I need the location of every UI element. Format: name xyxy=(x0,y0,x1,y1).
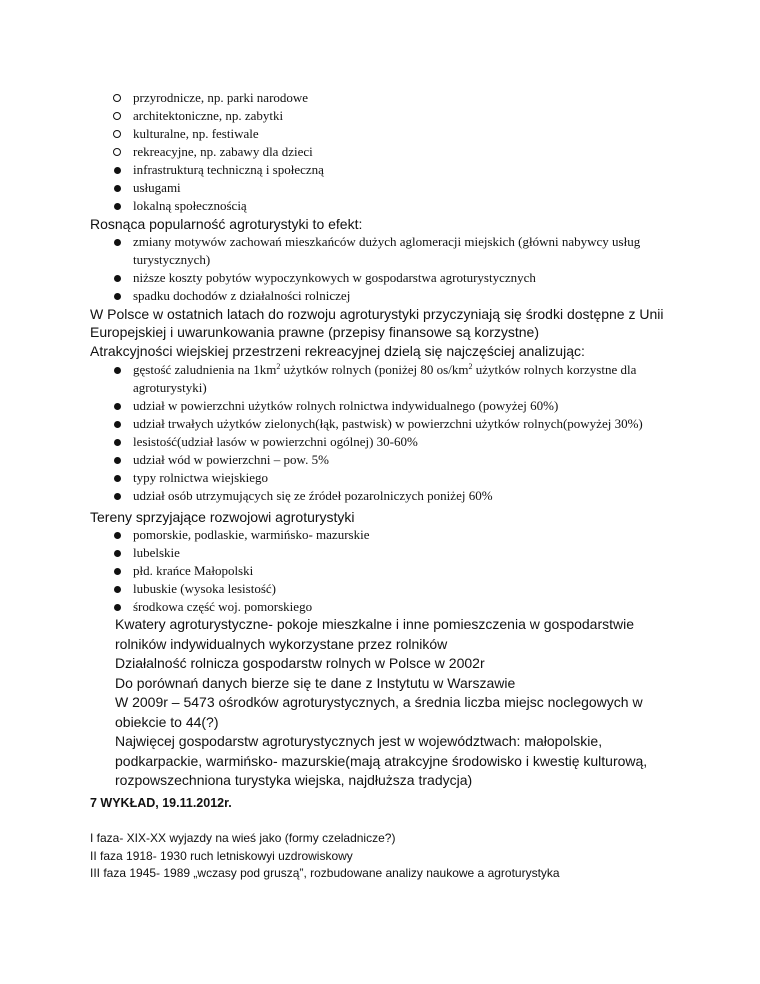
list-attractiveness-criteria xyxy=(133,361,733,505)
block-line: Działalność rolnicza gospodarstw rolnych w Polsce w 2002r xyxy=(115,655,485,671)
bullet-icon xyxy=(114,457,121,464)
hollow-bullet-icon xyxy=(113,130,121,138)
heading-attractiveness: Atrakcyjności wiejskiej przestrzeni rekreacyjnej dzielą się najczęściej analizując: xyxy=(90,343,585,359)
bullet-icon xyxy=(114,421,121,428)
list-item: architektoniczne, np. zabytki xyxy=(133,107,733,125)
block-line: obiekcie to 44(?) xyxy=(115,713,219,730)
list-item: infrastrukturą techniczną i społeczną xyxy=(133,161,733,179)
bullet-icon xyxy=(114,367,121,374)
bullet-icon xyxy=(114,403,121,410)
block-line: Najwięcej gospodarstw agroturystycznych jest w województwach: małopolskie, xyxy=(115,733,603,749)
bullet-icon xyxy=(114,532,121,539)
block-line: rozpowszechniona turystyka wiejska, najdłuższa tradycja) xyxy=(115,772,473,788)
list-item: lokalną społecznością xyxy=(133,197,733,215)
phases-block xyxy=(90,830,560,883)
list-favorable-areas xyxy=(133,526,733,616)
block-line: rolników indywidualnych wykorzystane przez rolników xyxy=(115,635,448,652)
list-item: niższe koszty pobytów wypoczynkowych w gospodarstwa agroturystycznych xyxy=(133,269,733,287)
block-line: W 2009r – 5473 ośrodków agroturystycznych, a średnia liczba miejsc noclegowych w xyxy=(115,694,643,710)
block-line: Kwatery agroturystyczne- pokoje mieszkalne i inne pomieszczenia w gospodarstwie xyxy=(115,616,635,632)
bullet-icon xyxy=(114,203,121,210)
list-item: usługami xyxy=(133,179,733,197)
list-item: zmiany motywów zachowań mieszkańców dużych aglomeracji miejskich (główni nabywcy usług turystycznych) xyxy=(133,233,733,269)
bullet-icon xyxy=(114,439,121,446)
heading-areas: Tereny sprzyjające rozwojowi agroturystyki xyxy=(90,509,355,525)
bullet-icon xyxy=(114,493,121,500)
bullet-icon xyxy=(114,475,121,482)
bullet-icon xyxy=(114,550,121,557)
bullet-icon xyxy=(114,604,121,611)
hollow-bullet-icon xyxy=(113,148,121,156)
list-item: kulturalne, np. festiwale xyxy=(133,125,733,143)
bullet-icon xyxy=(114,239,121,246)
bullet-icon xyxy=(114,568,121,575)
phase-line: II faza 1918- 1930 ruch letniskowyi uzdrowiskowy xyxy=(90,848,353,863)
list-item: przyrodnicze, np. parki narodowe xyxy=(133,89,733,107)
list-item: rekreacyjne, np. zabawy dla dzieci xyxy=(133,143,733,161)
phase-line: I faza- XIX-XX wyjazdy na wieś jako (formy czeladnicze?) xyxy=(90,831,396,845)
paragraph-poland: W Polsce w ostatnich latach do rozwoju agroturystyki przyczyniają się środki dostępne z Unii Europejskiej i uwarunkowania prawne (przepisy finansowe są korzystne) xyxy=(90,306,664,340)
list-item: udział trwałych użytków zielonych(łąk, pastwisk) w powierzchni użytków rolnych(powyżej 30%) xyxy=(133,415,733,433)
hollow-bullet-icon xyxy=(113,94,121,102)
list-item: lubelskie xyxy=(133,544,733,562)
hollow-bullet-icon xyxy=(113,112,121,120)
list-attractions xyxy=(133,89,733,215)
list-item: płd. krańce Małopolski xyxy=(133,562,733,580)
list-popularity-reasons xyxy=(133,233,733,305)
list-item: lubuskie (wysoka lesistość) xyxy=(133,580,733,598)
list-item: udział w powierzchni użytków rolnych rolnictwa indywidualnego (powyżej 60%) xyxy=(133,397,733,415)
list-item: typy rolnictwa wiejskiego xyxy=(133,469,733,487)
list-item: udział osób utrzymujących się ze źródeł pozarolniczych poniżej 60% xyxy=(133,487,733,505)
indented-block xyxy=(115,615,745,791)
bullet-icon xyxy=(114,275,121,282)
list-item: spadku dochodów z działalności rolniczej xyxy=(133,287,733,305)
list-item: udział wód w powierzchni – pow. 5% xyxy=(133,451,733,469)
phase-line: III faza 1945- 1989 „wczasy pod gruszą”, rozbudowane analizy naukowe a agroturystyka xyxy=(90,866,560,880)
bullet-icon xyxy=(114,167,121,174)
block-line: Do porównań danych bierze się te dane z Instytutu w Warszawie xyxy=(115,674,516,691)
block-line: podkarpackie, warmińsko- mazurskie(mają atrakcyjne środowisko i kwestię kulturową, xyxy=(115,752,648,769)
bullet-icon xyxy=(114,185,121,192)
list-item: lesistość(udział lasów w powierzchni ogólnej) 30-60% xyxy=(133,433,733,451)
bullet-icon xyxy=(114,293,121,300)
list-item: gęstość zaludnienia na $1km^2$ użytków rolnych (poniżej 80 $os/km^2$ użytków rolnych korzystne dla agroturystyki) xyxy=(133,361,733,397)
list-item: środkowa część woj. pomorskiego xyxy=(133,598,733,616)
heading-popularity: Rosnąca popularność agroturystyki to efekt: xyxy=(90,216,363,232)
bullet-icon xyxy=(114,586,121,593)
lecture-heading: 7 WYKŁAD, 19.11.2012r. xyxy=(90,796,232,810)
list-item: pomorskie, podlaskie, warmińsko- mazurskie xyxy=(133,526,733,544)
